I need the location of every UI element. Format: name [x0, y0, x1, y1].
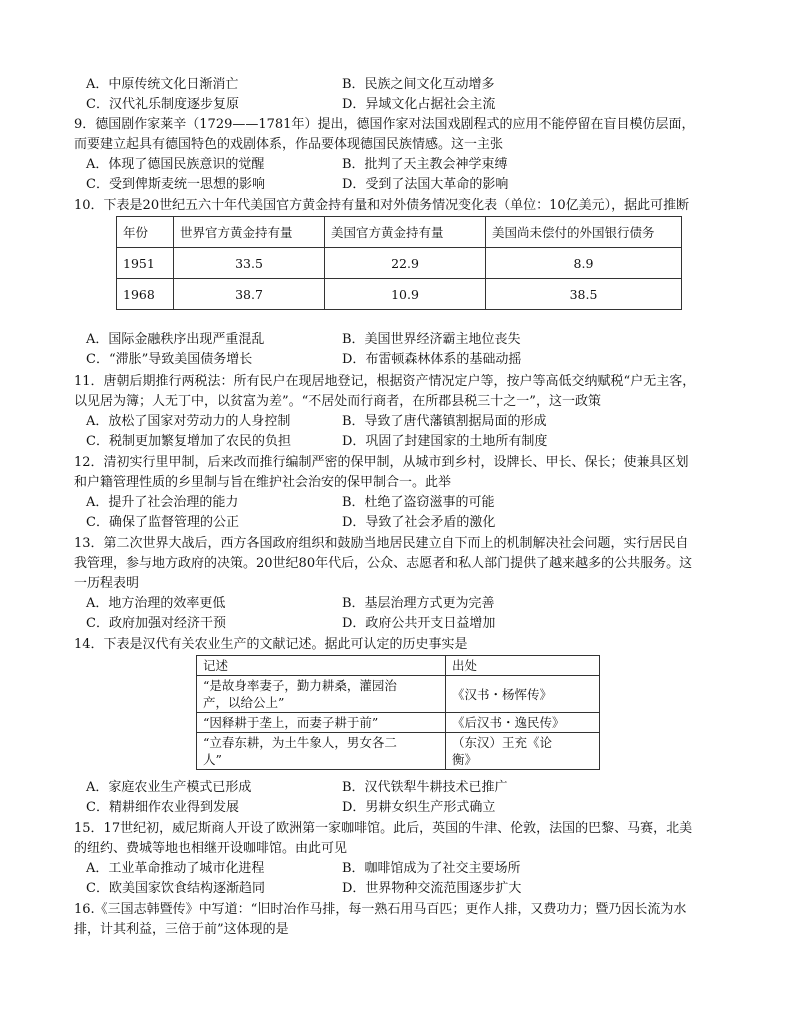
table-row [117, 279, 682, 310]
table-cell: 38.5 [486, 279, 682, 310]
table-cell [197, 713, 446, 733]
q8-option-a: A．中原传统文化日渐消亡 [86, 77, 239, 92]
q9-option-b: B．批判了天主教会神学束缚 [342, 157, 508, 172]
source-text-line: 《汉书・杨恽传》 [452, 686, 553, 702]
record-text-line: “因释耕于垄上，而妻子耕于前” [203, 715, 379, 730]
table-cell: 33.5 [174, 248, 325, 279]
table-header-cell: 美国尚未偿付的外国银行债务 [486, 217, 682, 248]
q12-option-a: A．提升了社会治理的能力 [86, 495, 239, 510]
q8-option-d: D．异域文化占据社会主流 [342, 97, 496, 112]
q13-stem-line3: 一历程表明 [74, 576, 140, 591]
q14-option-b: B．汉代铁犁牛耕技术已推广 [342, 780, 508, 795]
q11-option-d: D．巩固了封建国家的土地所有制度 [342, 434, 548, 449]
table-header-row [197, 656, 600, 676]
source-text-line: 衡》 [452, 752, 478, 767]
table-cell [197, 676, 446, 713]
table-cell [446, 713, 600, 733]
table-cell: 1968 [117, 279, 174, 310]
table-header-cell: 世界官方黄金持有量 [174, 217, 325, 248]
q12-stem-line1: 12．清初实行里甲制，后来改而推行编制严密的保甲制，从城市到乡村，设牌长、甲长、保长；使兼具区划 [74, 455, 689, 470]
table-header-cell: 年份 [117, 217, 174, 248]
q13-option-b: B．基层治理方式更为完善 [342, 596, 495, 611]
q15-option-b: B．咖啡馆成为了社交主要场所 [342, 861, 521, 876]
table-row [197, 676, 600, 713]
q13-stem-line2: 我管理，参与地方政府的决策。20世纪80年代后，公众、志愿者和私人部门提供了越来越多的公共服务。这 [74, 556, 693, 571]
record-text-line: “立春东耕，为土牛象人，男女各二 [203, 735, 397, 750]
q9-stem-line1: 9．德国剧作家莱辛（1729——1781年）提出，德国作家对法国戏剧程式的应用不能停留在盲目模仿层面， [74, 117, 695, 132]
q12-option-c: C．确保了监督管理的公正 [86, 515, 239, 530]
q10-option-d: D．布雷顿森林体系的基础动摇 [342, 352, 522, 367]
source-text-line: （东汉）王充《论 [452, 735, 553, 750]
q14-option-a: A．家庭农业生产模式已形成 [86, 780, 252, 795]
q14-option-d: D．男耕女织生产形式确立 [342, 800, 496, 815]
record-text-line: “是故身率妻子，勤力耕桑，灌园治 [203, 678, 397, 693]
q14-option-c: C．精耕细作农业得到发展 [86, 800, 239, 815]
q11-option-c: C．税制更加繁复增加了农民的负担 [86, 434, 291, 449]
q10-option-b: B．美国世界经济霸主地位丧失 [342, 332, 521, 347]
table-header-cell: 出处 [446, 656, 600, 676]
q10-option-a: A．国际金融秩序出现严重混乱 [86, 332, 265, 347]
table-cell: 38.7 [174, 279, 325, 310]
table-cell [446, 733, 600, 770]
q16-stem-line2: 排，计其利益，三倍于前”这体现的是 [74, 922, 289, 937]
gold-debt-table [116, 216, 682, 310]
record-text-line: 人” [203, 752, 222, 767]
han-records-table [196, 655, 600, 770]
table-cell [446, 676, 600, 713]
table-cell: 8.9 [486, 248, 682, 279]
q11-stem-line2: 以见居为簿；人无丁中，以贫富为差”。“不居处而行商者，在所郡县税三十之一”，这一政策 [74, 394, 601, 409]
q15-stem-line2: 的纽约、费城等地也相继开设咖啡馆。由此可见 [74, 841, 348, 856]
q14-stem: 14．下表是汉代有关农业生产的文献记述。据此可认定的历史事实是 [74, 637, 468, 652]
q12-option-b: B．杜绝了盗窃滋事的可能 [342, 495, 495, 510]
q9-option-d: D．受到了法国大革命的影响 [342, 177, 509, 192]
q12-option-d: D．导致了社会矛盾的激化 [342, 515, 496, 530]
q16-stem-line1: 16.《三国志韩暨传》中写道：“旧时冶作马排，每一熟石用马百匹；更作人排，又费功力；暨乃因长流为水 [74, 902, 687, 917]
source-text-line: 《后汉书・逸民传》 [452, 715, 565, 730]
q13-option-c: C．政府加强对经济干预 [86, 616, 226, 631]
table-row [197, 713, 600, 733]
table-cell: 22.9 [325, 248, 486, 279]
q12-stem-line2: 和户籍管理性质的乡里制与旨在维护社会治安的保甲制合一。此举 [74, 475, 452, 490]
table-header-cell: 记述 [197, 656, 446, 676]
table-cell [197, 733, 446, 770]
record-text-line: 产，以给公上” [203, 695, 285, 710]
q13-stem-line1: 13．第二次世界大战后，西方各国政府组织和鼓励当地居民建立自下而上的机制解决社会问题，实行居民自 [74, 536, 689, 551]
q9-option-c: C．受到俾斯麦统一思想的影响 [86, 177, 265, 192]
q11-stem-line1: 11．唐朝后期推行两税法：所有民户在现居地登记，根据资产情况定户等，按户等高低交纳赋税“户无主客， [74, 374, 696, 389]
q11-option-a: A．放松了国家对劳动力的人身控制 [86, 414, 291, 429]
table-header-row [117, 217, 682, 248]
table-cell: 1951 [117, 248, 174, 279]
table-row [197, 733, 600, 770]
table-header-cell: 美国官方黄金持有量 [325, 217, 486, 248]
q10-stem: 10．下表是20世纪五六十年代美国官方黄金持有量和对外债务情况变化表（单位：10亿美元），据此可推断 [74, 198, 690, 213]
q15-stem-line1: 15．17世纪初，威尼斯商人开设了欧洲第一家咖啡馆。此后，英国的牛津、伦敦，法国的巴黎、马赛，北美 [74, 821, 693, 836]
q15-option-d: D．世界物种交流范围逐步扩大 [342, 881, 522, 896]
q8-option-c: C．汉代礼乐制度逐步复原 [86, 97, 239, 112]
q11-option-b: B．导致了唐代藩镇割据局面的形成 [342, 414, 547, 429]
q15-option-a: A．工业革命推动了城市化进程 [86, 861, 265, 876]
q13-option-a: A．地方治理的效率更低 [86, 596, 226, 611]
q8-option-b: B．民族之间文化互动增多 [342, 77, 495, 92]
q10-option-c: C．“滞胀”导致美国债务增长 [86, 352, 253, 367]
q15-option-c: C．欧美国家饮食结构逐渐趋同 [86, 881, 265, 896]
q9-stem-line2: 而要建立起具有德国特色的戏剧体系，作品要体现德国民族情感。这一主张 [74, 137, 504, 152]
q9-option-a: A．体现了德国民族意识的觉醒 [86, 157, 265, 172]
q13-option-d: D．政府公共开支日益增加 [342, 616, 496, 631]
table-row [117, 248, 682, 279]
table-cell: 10.9 [325, 279, 486, 310]
